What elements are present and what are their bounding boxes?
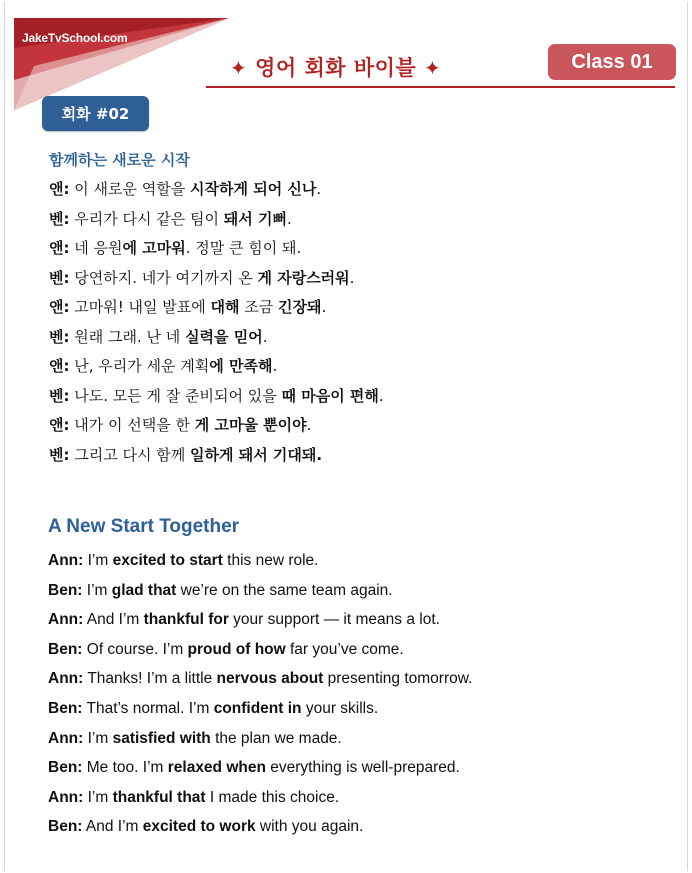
korean-dialogue bbox=[49, 177, 384, 472]
line-text: 나도. 모든 게 잘 준비되어 있을 bbox=[69, 386, 282, 405]
class-badge: Class 01 bbox=[548, 44, 676, 80]
line-text: . bbox=[262, 327, 268, 346]
line-text: Thanks! I’m a little bbox=[83, 670, 217, 688]
dialogue-line bbox=[48, 815, 472, 845]
line-text: . bbox=[378, 386, 384, 405]
key-phrase: 시작하게 되어 신나 bbox=[190, 180, 317, 198]
line-text: Me too. I’m bbox=[82, 759, 168, 777]
line-text: I made this choice. bbox=[205, 788, 340, 806]
korean-heading: 함께하는 새로운 시작 bbox=[49, 151, 190, 169]
speaker-label: 앤: bbox=[49, 180, 70, 198]
dialogue-line bbox=[48, 549, 472, 579]
dialogue-line bbox=[49, 236, 384, 266]
dialogue-line bbox=[48, 608, 472, 638]
speaker-label: Ann: bbox=[48, 729, 84, 747]
line-text: . bbox=[316, 180, 322, 198]
speaker-label: Ben: bbox=[48, 640, 83, 658]
line-text: this new role. bbox=[222, 552, 319, 569]
line-text: I’m bbox=[83, 552, 113, 569]
key-phrase: glad that bbox=[111, 581, 177, 599]
line-text: 내가 이 선택을 한 bbox=[69, 416, 195, 434]
line-text: That’s normal. I’m bbox=[82, 699, 214, 717]
line-text: . bbox=[286, 209, 292, 228]
dialogue-line bbox=[49, 207, 384, 237]
dialogue-line bbox=[48, 638, 472, 668]
key-phrase: 실력을 믿어 bbox=[185, 327, 263, 346]
line-text: 고마워! 내일 발표에 bbox=[69, 298, 211, 316]
line-text: Of course. I’m bbox=[82, 640, 188, 658]
speaker-label: Ann: bbox=[48, 788, 84, 806]
line-text: 난, 우리가 세운 계획 bbox=[69, 357, 210, 375]
key-phrase: thankful that bbox=[112, 788, 206, 806]
line-text: . bbox=[321, 298, 327, 316]
key-phrase: 에 고마워 bbox=[122, 239, 186, 257]
dialogue-line bbox=[49, 325, 384, 355]
line-text: And I’m bbox=[82, 818, 143, 836]
key-phrase: 대해 bbox=[210, 298, 240, 316]
line-text: presenting tomorrow. bbox=[323, 670, 473, 688]
dialogue-line bbox=[49, 354, 384, 384]
key-phrase: proud of how bbox=[187, 640, 286, 658]
speaker-label: 앤: bbox=[49, 416, 70, 434]
site-brand: JakeTvSchool.com bbox=[22, 31, 128, 45]
key-phrase: thankful for bbox=[143, 611, 229, 629]
line-text: . bbox=[272, 357, 278, 375]
speaker-label: Ben: bbox=[48, 699, 83, 717]
dialogue-line bbox=[49, 295, 384, 325]
star-icon: ✦ bbox=[424, 56, 442, 80]
english-dialogue bbox=[48, 549, 472, 845]
dialogue-line bbox=[48, 727, 472, 757]
line-text: . bbox=[349, 268, 355, 287]
speaker-label: Ann: bbox=[48, 552, 84, 569]
english-heading: A New Start Together bbox=[48, 516, 240, 537]
dialogue-line bbox=[49, 443, 384, 473]
key-phrase: 게 고마울 뿐이야 bbox=[194, 416, 307, 434]
dialogue-line bbox=[49, 413, 384, 443]
dialogue-line bbox=[48, 697, 472, 727]
line-text: the plan we made. bbox=[210, 729, 342, 747]
line-text: 우리가 다시 같은 팀이 bbox=[69, 209, 224, 228]
line-text: 그리고 다시 함께 bbox=[69, 445, 191, 464]
key-phrase: relaxed when bbox=[167, 759, 266, 777]
line-text: . 정말 큰 힘이 돼. bbox=[185, 239, 302, 257]
speaker-label: Ben: bbox=[48, 759, 83, 777]
speaker-label: 벤: bbox=[49, 386, 70, 405]
speaker-label: 앤: bbox=[49, 298, 70, 316]
title-underline bbox=[206, 86, 675, 88]
speaker-label: 벤: bbox=[49, 327, 70, 346]
lesson-badge: 회화 #02 bbox=[42, 96, 149, 131]
key-phrase: 에 만족해 bbox=[209, 357, 273, 375]
key-phrase: 일하게 돼서 기대돼. bbox=[190, 445, 323, 464]
speaker-label: 앤: bbox=[49, 357, 70, 375]
key-phrase: 게 자랑스러워 bbox=[257, 268, 350, 287]
dialogue-line bbox=[49, 384, 384, 414]
dialogue-line bbox=[48, 667, 472, 697]
speaker-label: 벤: bbox=[49, 209, 70, 228]
line-text: everything is well-prepared. bbox=[265, 759, 460, 777]
key-phrase: confident in bbox=[213, 699, 302, 717]
line-text: 당연하지. 네가 여기까지 온 bbox=[69, 268, 258, 287]
line-text: we’re on the same team again. bbox=[176, 581, 393, 599]
line-text: 네 응원 bbox=[69, 239, 123, 257]
title-text: 영어 회화 바이블 bbox=[255, 56, 417, 80]
key-phrase: 때 마음이 편해 bbox=[281, 386, 379, 405]
line-text: And I’m bbox=[83, 611, 144, 629]
dialogue-line bbox=[49, 177, 384, 207]
line-text: . bbox=[306, 416, 312, 434]
key-phrase: satisfied with bbox=[112, 729, 211, 747]
speaker-label: 벤: bbox=[49, 445, 70, 464]
dialogue-line bbox=[49, 266, 384, 296]
speaker-label: 앤: bbox=[49, 239, 70, 257]
dialogue-line bbox=[48, 756, 472, 786]
line-text: with you again. bbox=[255, 818, 364, 836]
dialogue-line bbox=[48, 786, 472, 816]
key-phrase: excited to start bbox=[112, 552, 223, 569]
line-text: 조금 bbox=[239, 298, 279, 316]
speaker-label: Ben: bbox=[48, 581, 83, 599]
key-phrase: 긴장돼 bbox=[278, 298, 322, 316]
key-phrase: nervous about bbox=[216, 670, 324, 688]
line-text: 이 새로운 역할을 bbox=[69, 180, 191, 198]
line-text: I’m bbox=[83, 788, 113, 806]
speaker-label: Ann: bbox=[48, 670, 84, 688]
speaker-label: Ann: bbox=[48, 611, 84, 629]
key-phrase: excited to work bbox=[142, 818, 256, 836]
key-phrase: 돼서 기뻐 bbox=[223, 209, 287, 228]
line-text: your support — it means a lot. bbox=[228, 611, 440, 629]
star-icon: ✦ bbox=[230, 56, 248, 80]
line-text: far you’ve come. bbox=[285, 640, 404, 658]
line-text: I’m bbox=[82, 581, 112, 599]
line-text: I’m bbox=[83, 729, 113, 747]
line-text: 원래 그래. 난 네 bbox=[69, 327, 186, 346]
speaker-label: Ben: bbox=[48, 818, 83, 836]
page-title bbox=[230, 52, 441, 82]
speaker-label: 벤: bbox=[49, 268, 70, 287]
line-text: your skills. bbox=[301, 699, 379, 717]
dialogue-line bbox=[48, 579, 472, 609]
